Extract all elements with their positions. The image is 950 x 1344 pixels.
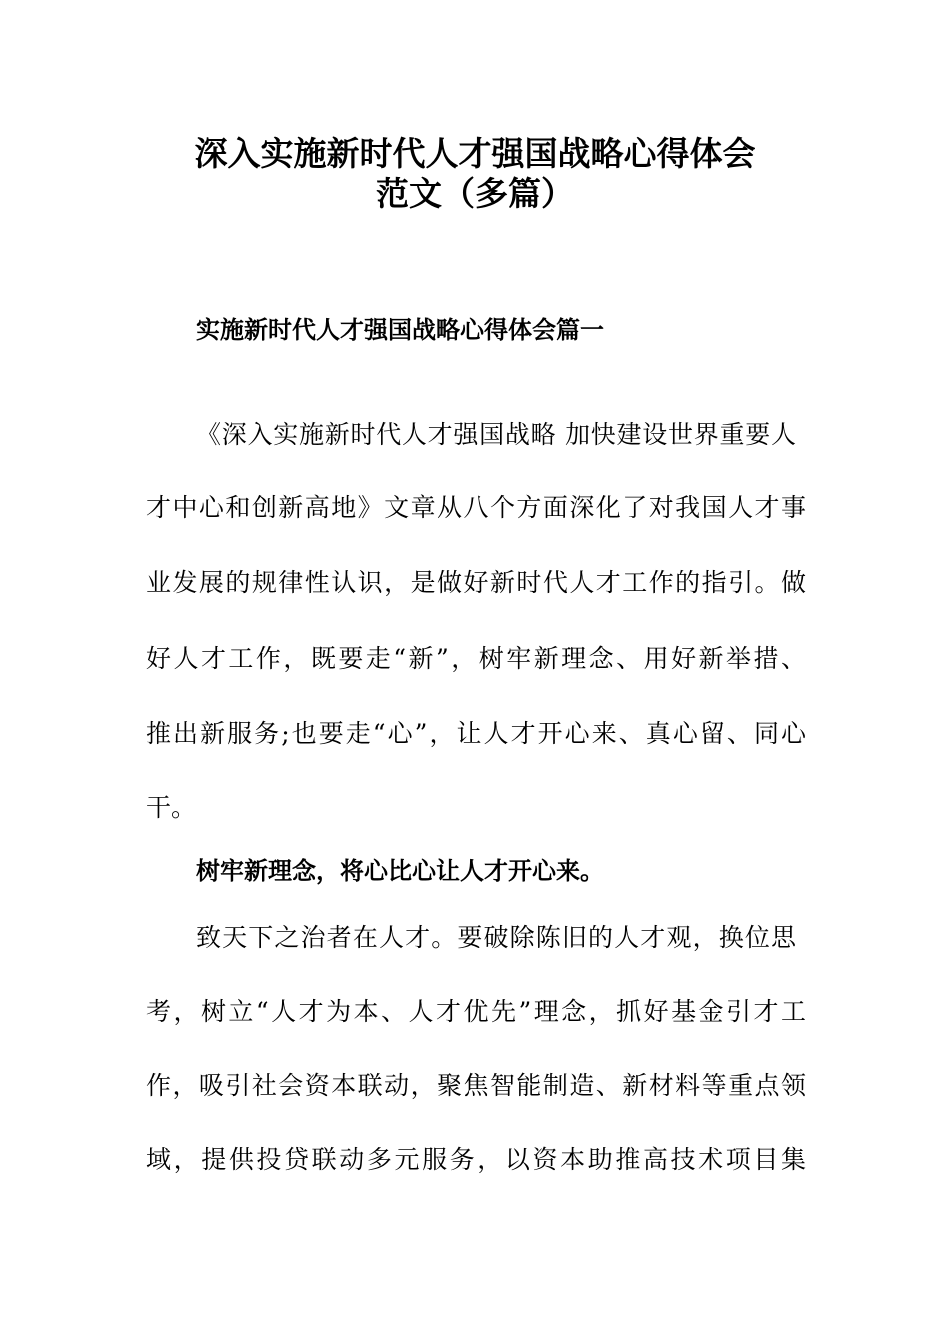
paragraph-1-line-1: 《深入实施新时代人才强国战略 加快建设世界重要人 [196, 420, 796, 449]
document-title-line-1: 深入实施新时代人才强国战略心得体会 [194, 134, 756, 173]
paragraph-1-line-4: 好人才工作，既要走“新”，树牢新理念、用好新举措、 [146, 644, 806, 673]
paragraph-2-line-2: 考，树立“人才为本、人才优先”理念，抓好基金引才工 [146, 997, 806, 1026]
paragraph-1-line-3: 业发展的规律性认识，是做好新时代人才工作的指引。做 [146, 568, 806, 597]
section-heading-1: 实施新时代人才强国战略心得体会篇一 [196, 316, 604, 344]
paragraph-2-line-4: 域，提供投贷联动多元服务，以资本助推高技术项目集 [146, 1145, 806, 1174]
paragraph-1-line-5: 推出新服务;也要走“心”，让人才开心来、真心留、同心 [146, 719, 806, 748]
paragraph-1-line-2: 才中心和创新高地》文章从八个方面深化了对我国人才事 [146, 493, 806, 522]
paragraph-2-line-1: 致天下之治者在人才。要破除陈旧的人才观，换位思 [196, 923, 796, 952]
section-heading-2: 树牢新理念，将心比心让人才开心来。 [196, 857, 604, 885]
document-title-line-2: 范文（多篇） [376, 174, 574, 213]
paragraph-1-line-6: 干。 [146, 793, 197, 822]
paragraph-2-line-3: 作，吸引社会资本联动，聚焦智能制造、新材料等重点领 [146, 1071, 806, 1100]
